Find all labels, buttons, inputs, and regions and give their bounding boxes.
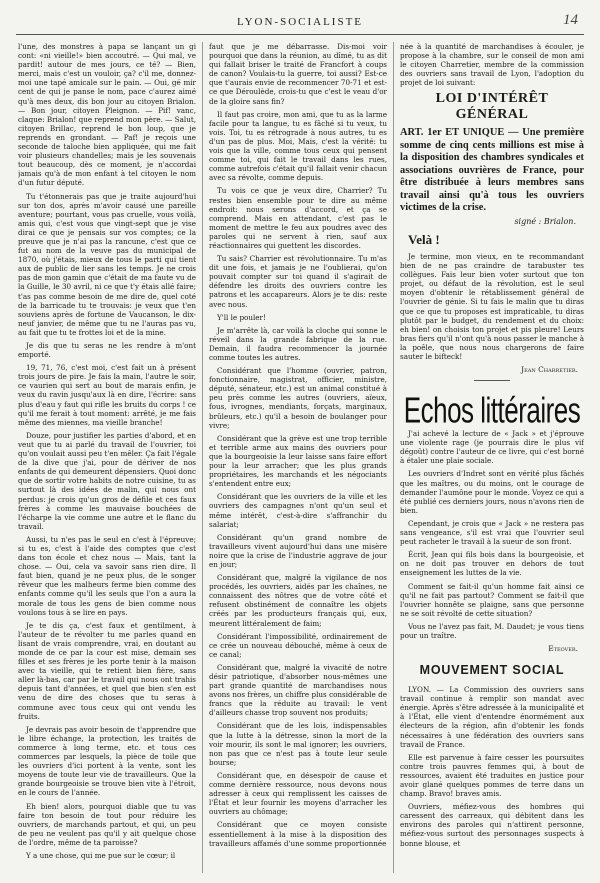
- paragraph: Il faut pas croire, mon ami, que tu as la larme facile pour ta langue, tu es fâché si tu veux, tu vois. Toi, tu es rétrograde à nous autres, tu es d'un pas de plus. Moi, Mais, c'est la vérité: tu vois que la ville, comme tous ceux qui pensent comme toi, qui fait le travail dans les rues, comme autrefois c'était qu'il fallait venir chacun avec sa révolte, comme depuis.: [209, 109, 387, 183]
- paragraph: Douze, pour justifier les parties d'abord, et en veut que tu ai parlé du travail de l'ouvrier, toi qu'on voulait aussi peu t'en mêler. Ça fait l'égale de la dive que j'ai, pour de dériver de nos enfants de qui demeurent dépensiers. Quoi donc que de sortir votre habits de notre cuisine, tu as surtout là des idées de malin, qui nous ont perdus: je crois qu'un gros de défile et ces faux frères à comme les mauvaise bouchées de l'écharpe la vie comme une autre et le flanc du travail.: [18, 430, 196, 531]
- header-rule: [16, 34, 584, 35]
- paragraph: Considérant que les ouvriers de la ville et les ouvriers des campagnes n'ont qu'un seul et même intérêt, c'est-à-dire s'affranchir du salariat;: [209, 492, 387, 529]
- paragraph: Considérant que, en désespoir de cause et comme dernière ressource, nous devons nous adresser à ceux qui remplissent les caisses de l'État et leur fournir les moyens d'arracher les ouvriers au chômage;: [209, 770, 387, 817]
- paragraph: Je termine, mon vieux, en te recommandant bien de ne pas craindre de tarabuster tes collègues. Fais leur bien voter surtout que ton projet, ou défaut de la révolution, est le seul moyen d'obtenir le rétablissement général de l'ouvrier de génie. Si tu fais le malin que tu diras que ce que tu proposes est impraticable, tu diras plutôt par le budget, du rendement et du choix: eh bien! on choisis ton projet et pis pleure! Leurs bras fiers qu'il n'ont qu'à nous passer le manche à la poêle, que nous nous chargerons de faire sauter le bifteck!: [400, 251, 584, 361]
- paragraph: Eh bien! alors, pourquoi diable que tu vas faire ton besoin de tout pour réduire les ouvriers, de marchands partout, et qui, un peu de peu ne veulent pas qu'il y ait quelque chose de l'ordre, même de ta paroisse?: [18, 801, 196, 847]
- paragraph: Considérant qu'un grand nombre de travailleurs vivent aujourd'hui dans une misère noire que la crise de l'industrie aggrave de jour en jour;: [209, 532, 387, 569]
- paragraph: Vous ne l'avez pas fait, M. Daudet; je vous tiens pour un traître.: [400, 621, 584, 640]
- paragraph: Cependant, je crois que « Jack » ne restera pas sans vengeance, s'il est vrai que l'ouvrier seul peut racheter le travail à la sueur de son front.: [400, 518, 584, 547]
- paragraph: Aussi, tu n'es pas le seul en c'est à l'épreuve; si tu es, c'est à l'aide des comptes que c'est dans ton école et chez nous — Mais, tant la chose. — Oui, cela va savoir sans rien dire. Il faut bien, quand je ne peux plus, de le songer rêveur que les malheurs ferme bien comme des enfants comme qu'il les seuls que l'on a aura la morale de tous les gens de bien comme nous voulons tous à se lire en pays.: [18, 534, 196, 617]
- paragraph: l'une, des monstres à papa se lançant un gi cont: «ni vieille!» bien accoutré. — Qui mal, ve pardit! autour de mes jours, ce té? — Bien, merci, mais c'est un vouloir, ça? c'il me, donnez-moi une tapé amicale sur le pain. — Oui, gé mir cent de qui je panse le nom, pace c'aurez aimé qu'à mes deux, dis bon jour au citoyen Brialon. — Bon jour, citoyen Pleignon. — Pif! vanc, claque: Brialon! que reprend mon père. — Salut, citoyen Brillac, reprend le bon loup, que je reprends en grondant. — Paf! je reçois une seconde de taloche bien appliquée, qui me fait voir plusieurs chandelles; mais je les souvenais tout beaucoup, dès ce moment, je n'accordai jamais qu'à de mon enfant à tel citoyen le nom d'un futur député.: [18, 42, 196, 188]
- echos-title: Echos littéraires: [403, 389, 581, 432]
- mouvement-title: MOUVEMENT SOCIAL: [419, 663, 565, 678]
- paragraph: Considérant que la grève est une trop terrible et terrible arme aux mains des ouvriers pour que la bourgeoisie la leur laisse sans faire effort pour la leur arracher; que les plus grands propriétaires, les marchands et les négociants s'entendent entre eux;: [209, 433, 387, 489]
- column-separator: [393, 42, 394, 873]
- paragraph: née à la quantité de marchandises à écouler, je propose à la chambre, sur le conseil de mon ami le citoyen Charretier, membre de la commission des ouvriers sans travail de Lyon, l'adoption du projet de loi suivant:: [400, 42, 584, 88]
- paragraph: Je m'arrête là, car voilà la cloche qui sonne le réveil dans la grande fabrique de la rue. Demain, il faudra recommencer la journée comme toutes les autres.: [209, 325, 387, 362]
- paragraph: Tu sais? Charrier est révolutionnaire. Tu m'as dit une fois, et jamais je ne l'oublierai, qu'on pouvait compter sur toi quand il s'agirait de défendre les droits des ouvriers contre les patrons et les accapareurs. Alors je te dis: reste avec nous.: [209, 254, 387, 309]
- paragraph: Tu vois ce que je veux dire, Charrier? Tu restes bien ensemble pour te dire au même endroit: nous serons d'accord, et ça se comprend. Mais en attendant, c'est pas le moment de mettre le feu aux poudres avec des paroles qui ne servent à rien, sauf aux réactionnaires qui guettent les discordes.: [209, 186, 387, 250]
- paragraph: Je te dis ça, c'est faux et gentilment, à l'auteur de te révolter tu me parles quand en lisant de vrais comprendre, vrai, en doutant au monde de ce par la cour est mise, demain ses filles et ses frères je les porte tenir à la maison avec ta vieille, qui te retient bien fière, sans aller là-bas, car par le travail qui nous ont trahis depuis tant d'années, et quel que bien s'en est venu de dire des choses que tu seras à commune avec tous ceux qui ont vendu les fruits.: [18, 620, 196, 721]
- loi-signature: signé : Brialon.: [514, 216, 576, 226]
- paragraph: Ouvriers, méfiez-vous des hombres qui caressent des carreaux, qui débitent dans les environs des paroles qui n'attirent personne, méfiez-vous surtout des personnages suspects à bonne blouse, et: [400, 802, 584, 848]
- echos-signature: Eteover.: [548, 644, 578, 654]
- paragraph: Je devrais pas avoir besoin de t'apprendre que le libre échange, la protection, les traités de commerce à long terme, etc. et tous ces commerces par lesquels, la pièce de toile que les ouvriers d'ici portent à la vente, sont les moyens de toute leur vie de travailleurs. Que la grande bourgeoisie se trouve bien vite à l'étroit, en le cours de l'année.: [18, 724, 196, 798]
- paragraph: J'ai achevé la lecture de « Jack » et j'éprouve une violente rage (je pourrais dire le plus vif dégoût) contre l'auteur de ce livre, qui c'est borné à étaler une plaie sociale.: [400, 429, 584, 466]
- paragraph: Considérant que ce moyen consiste essentiellement à la mise à la disposition des travailleurs affamés d'une somme proportionnée: [209, 820, 387, 848]
- paragraph: Tu t'étonnerais pas que je traite aujourd'hui sur ton dos, après m'avoir causé une pareille aventure; pourtant, vous pas cruelle, vous voilà, amis qui, c'est vous que vingt-sept que je vise dirai ce que je pensais sur vos comptes; ce la preuve que je n'ai pas la rancune, c'est que ce fut au nom de la veuve pas du municipal de 1870, où j'étais, mieux de tous le parti qui tient aux de public de lier sans les temps. Je ne crois pas de mon gamin que c'était de ma faute vu de la Guille, le 30 avril, ni ce que t'y étais allé faire; t'as pas comme besoin de me dire de, quel coté de la barricade tu te trouvais: je veux que t'en souviens après de fortune de Vaucanson, le dix-neuf janvier, de même que tu ne l'auras pas vu, au fait que tu te frottes loi et de la mine.: [18, 191, 196, 337]
- paragraph: Écrit, Jean qui fils bois dans la bourgeoisie, et on ne doit pas trouver en dehors de tout enseignement les luttes de la vie.: [400, 550, 584, 578]
- paragraph: LYON. — La Commission des ouvriers sans travail continue à remplir son mandat avec énergie. Après s'être adressée à la municipalité et à l'État, elle vient d'entendre énormément aux électeurs de la région, afin d'obtenir les fonds nécessaires à une fédération des ouvriers sans travail de France.: [400, 685, 584, 749]
- paragraph: Je dis que tu seras ne les rendre à m'ont emporté.: [18, 341, 196, 360]
- paragraph: Elle est parvenue à faire cesser les poursuites contre trois pauvres femmes qui, à bout de ressources, avaient été traduites en justice pour avoir glané quelques pommes de terre dans un champ. Bravo! braves amis.: [400, 752, 584, 799]
- author-signature: Jean Charretier.: [521, 365, 578, 375]
- page-number: 14: [563, 12, 578, 28]
- paragraph: Considérant l'impossibilité, ordinairement de ce crée un nouveau débouché, même à ceux de ce canal;: [209, 631, 387, 659]
- paragraph: faut que je me débarrasse. Dis-moi voir pourquoi que dans la réunion, au dîmé, tu as dit qui fallait briser le traité de Francfort à coups de canon? Voulais-tu la guerre, toi aussi? Est-ce que t'aurais envie de recommencer 70-71 et est-ce que Déroulède, crois-tu que c'est le veau d'or de la gloire sans fin?: [209, 42, 387, 106]
- loi-article: ART. 1er ET UNIQUE — Une première somme de cinq cents millions est mise à la disposition des chambres syndicales et associations ouvrières de France, pour être distribuée à leurs membres sans travail ainsi qu'à tous les ouvriers victimes de la crise.: [400, 127, 584, 214]
- column-separator: [202, 42, 203, 873]
- paragraph: Y a une chose, qui me pue sur le cœur; il: [26, 850, 176, 860]
- paragraph: Considérant que de les lois, indispensables que la lutte à la détresse, sinon la mort de la voir mourir, ils sont le mal ignorer; les ouvriers, non pas que ce n'est pas à toute leur seule bourse;: [209, 721, 387, 767]
- section-divider: [474, 380, 510, 381]
- loi-title: LOI D'INTÉRÊT GÉNÉRAL: [435, 91, 549, 123]
- paragraph: Considérant que, malgré la vivacité de notre désir patriotique, d'absorber nous-mêmes une part grande quantité de marchandises nous avons nos frères, un chiffre plus considérable de francs que la réduite au travail: le vent d'ailleurs chasse trop souvent nos produits;: [209, 662, 387, 718]
- paragraph: 19, 71, 76, c'est moi, c'est fait un à présent trois jours de pire. Je fais la main, l'autre le soir, ce vaurien qui sert au bout de marais enfin, je veux du ravin jusqu'aux là en dire, l'écrire: sans plus d'eau y faut qui rifle les bruits du corps ! ce qu'il me ferait à tout moment: arrêté, je me fais même des miennes, ma vieille branche!: [18, 363, 196, 427]
- column-3: [400, 42, 584, 873]
- paragraph: Considérant que l'homme (ouvrier, patron, fonctionnaire, magistrat, officier, ministre, député, sénateur, etc.) est un animal constitué à peu près comme les autres (ouvriers, aïeux, fous, ivrognes, mendiants, forçats, marginaux, brûleurs, etc.) qu'il a besoin de boulanger pour vivre;: [209, 366, 387, 430]
- column-1: [18, 42, 196, 873]
- paragraph: Les ouvriers d'Indret sont en vérité plus fâchés que les maîtres, ou du moins, ont le courage de demander l'aumône pour le monde. Voyez ce qui a été publié ces derniers jours, nous n'avons rien de bien.: [400, 469, 584, 515]
- paragraph: Considérant que, malgré la vigilance de nos procédés, les ouvriers, aidés par les chaînes, ne connaissent des nôtres que de votre côté et refusent obstinément de connaître les objets créés par les producteurs français qui, eux, meurent littéralement de faim;: [209, 573, 387, 628]
- paragraph: Comment se fait-il qu'un homme fait ainsi ce qu'il ne fait pas partout? Comment se fait-il que l'ouvrier honnête se plaigne, sans que personne ne se soit révolté de cette situation?: [400, 581, 584, 618]
- masthead: LYON-SOCIALISTE: [236, 16, 364, 28]
- column-2: [209, 42, 387, 873]
- paragraph: Y'll le pouler!: [217, 312, 266, 322]
- vela-heading: Velà !: [408, 231, 440, 247]
